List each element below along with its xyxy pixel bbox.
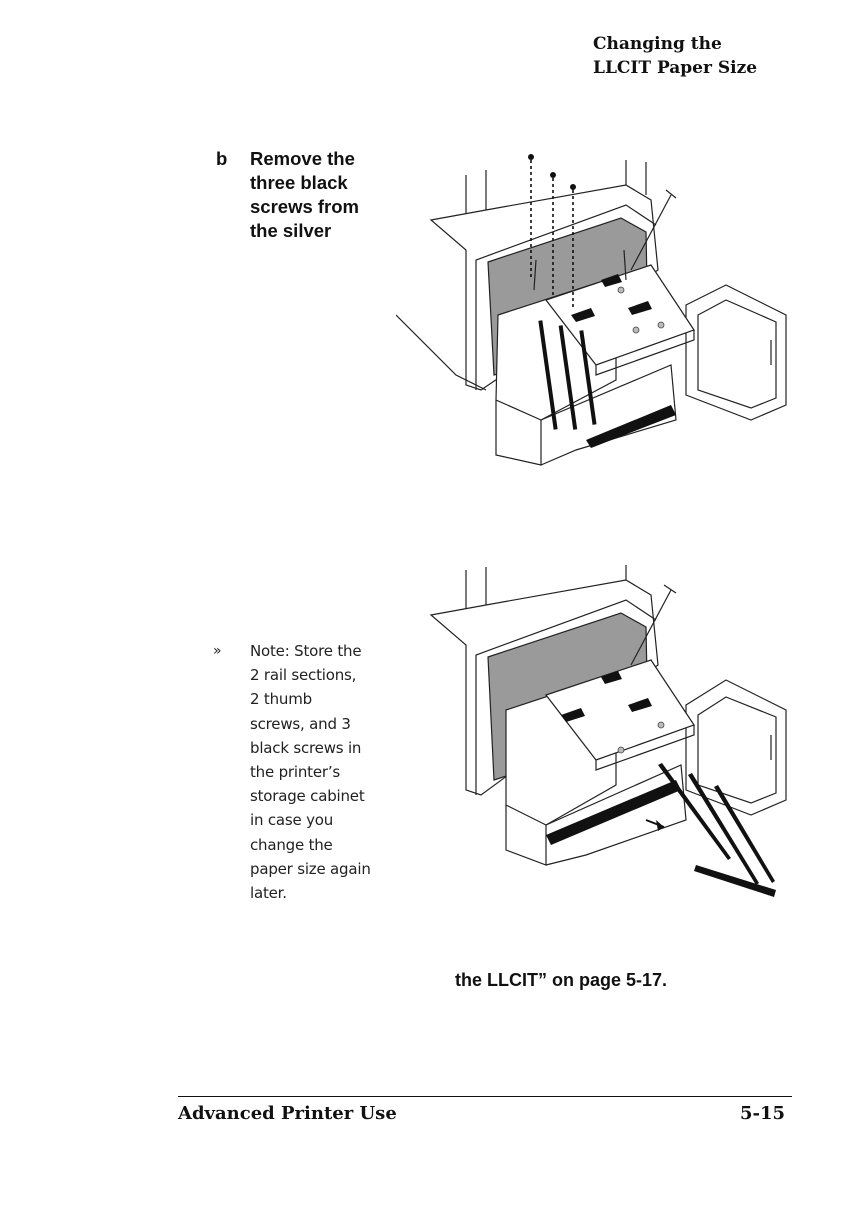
page-number: 5-15	[740, 1103, 786, 1124]
note-line-1: Note: Store the	[250, 642, 362, 660]
note-text	[250, 639, 371, 905]
step-line-3: screws from	[250, 196, 359, 217]
note-line-7: storage cabinet	[250, 787, 365, 806]
step-text	[250, 147, 359, 243]
note-line-2: 2 rail sections,	[250, 666, 357, 685]
note-line-9: change the	[250, 835, 333, 854]
footer-rule	[178, 1096, 792, 1097]
cross-reference-text: the LLCIT” on page 5-17.	[455, 970, 668, 990]
illustration-rails-removed	[396, 565, 796, 910]
illustration-remove-screws	[396, 150, 796, 470]
step-line-4: the silver	[250, 220, 332, 241]
step-letter: b	[216, 148, 228, 169]
running-header	[593, 32, 843, 80]
note-line-10: paper size again	[250, 859, 371, 878]
note-marker: »	[213, 643, 222, 659]
note-line-3: 2 thumb	[250, 690, 312, 709]
footer-section-title: Advanced Printer Use	[178, 1103, 397, 1124]
note-line-6: the printer’s	[250, 763, 341, 782]
step-line-2: three black	[250, 172, 348, 193]
note-line-8: in case you	[250, 811, 334, 830]
note-line-5: black screws in	[250, 738, 362, 757]
note-line-4: screws, and 3	[250, 714, 351, 733]
header-title-line-1: Changing the	[593, 34, 722, 54]
note-line-11: later.	[250, 884, 287, 903]
header-title-line-2: LLCIT Paper Size	[593, 58, 758, 78]
step-line-1: Remove the	[250, 148, 355, 169]
